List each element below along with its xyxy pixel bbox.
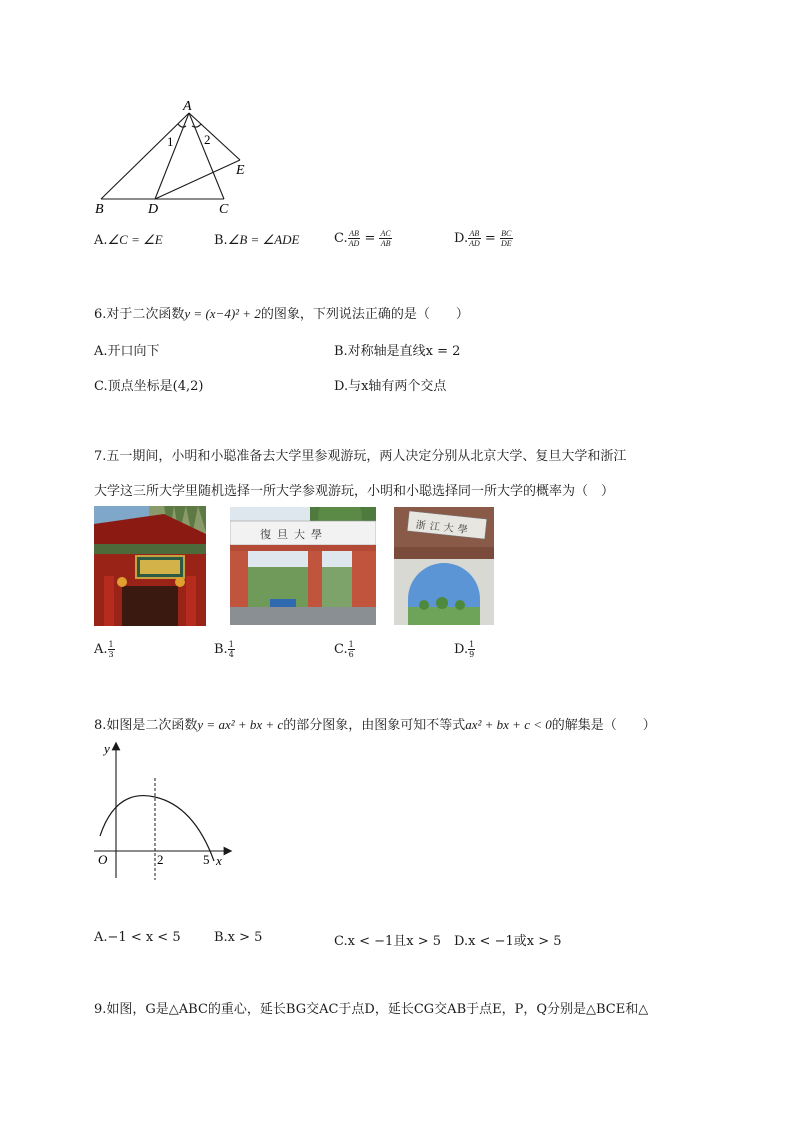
q6-option-c: C.顶点坐标是(4,2) xyxy=(94,379,204,394)
q7-option-a: A. $\frac{1}{3}$ xyxy=(94,640,114,659)
zhejiang-university-photo xyxy=(394,507,494,625)
q5-option-d: D. $\frac{AB}{AD}$ = $\frac{BC}{DE}$ xyxy=(454,229,512,248)
q7-stem-line-1: 7.五一期间，小明和小聪准备去大学里参观游玩，两人决定分别从北京大学、复旦大学和浙江 xyxy=(94,449,627,464)
q8-option-d: D.x < −1或x > 5 xyxy=(454,934,562,949)
q5-option-a: A.∠C = ∠E xyxy=(94,232,163,248)
angle-1-label: 1 xyxy=(167,134,174,149)
q8-stem: 8.如图是二次函数y = ax² + bx + c的部分图象，由图象可知不等式ax² + bx + c < 0的解集是（ ） xyxy=(94,717,656,733)
q5-option-c: C. $\frac{AB}{AD}$ = $\frac{AC}{AB}$ xyxy=(334,229,391,248)
zhejiang-sign-text: 浙江大學 xyxy=(415,519,473,537)
q7-option-c: C. $\frac{1}{6}$ xyxy=(334,640,354,659)
origin-label: O xyxy=(98,852,108,867)
q5-option-b: B.∠B = ∠ADE xyxy=(214,232,300,248)
triangle-figure xyxy=(88,96,258,220)
q6-option-b: B.对称轴是直线x = 2 xyxy=(334,344,461,359)
label-E: E xyxy=(236,163,245,178)
peking-university-photo xyxy=(94,506,206,626)
q6-option-a: A.开口向下 xyxy=(94,344,160,359)
angle-2-label: 2 xyxy=(204,132,211,147)
q6-option-d: D.与x轴有两个交点 xyxy=(334,379,447,394)
q7-stem-line-2: 大学这三所大学里随机选择一所大学参观游玩，小明和小聪选择同一所大学的概率为（ ） xyxy=(94,484,615,499)
q7-option-d: D. $\frac{1}{9}$ xyxy=(454,640,475,659)
fudan-university-photo xyxy=(230,507,376,625)
fudan-sign-text: 復旦大學 xyxy=(260,528,328,541)
label-B: B xyxy=(95,202,104,217)
y-axis-label: y xyxy=(104,741,110,756)
label-D: D xyxy=(148,202,159,217)
q7-option-b: B. $\frac{1}{4}$ xyxy=(214,640,234,659)
q8-option-a: A.−1 < x < 5 xyxy=(94,930,181,945)
q9-stem-line-1: 9.如图，G是△ABC的重心，延长BG交AC于点D，延长CG交AB于点E，P，Q分别是△BCE和△ xyxy=(94,1002,649,1017)
label-C: C xyxy=(219,202,229,217)
x-axis-label: x xyxy=(216,853,222,868)
q8-option-b: B.x > 5 xyxy=(214,930,263,945)
q8-option-c: C.x < −1且x > 5 xyxy=(334,934,442,949)
tick-5-label: 5 xyxy=(203,852,210,867)
parabola-graph xyxy=(90,740,240,882)
tick-2-label: 2 xyxy=(157,852,164,867)
q6-stem: 6.对于二次函数y = (x−4)² + 2的图象，下列说法正确的是（ ） xyxy=(94,306,469,322)
label-A: A xyxy=(183,99,192,114)
